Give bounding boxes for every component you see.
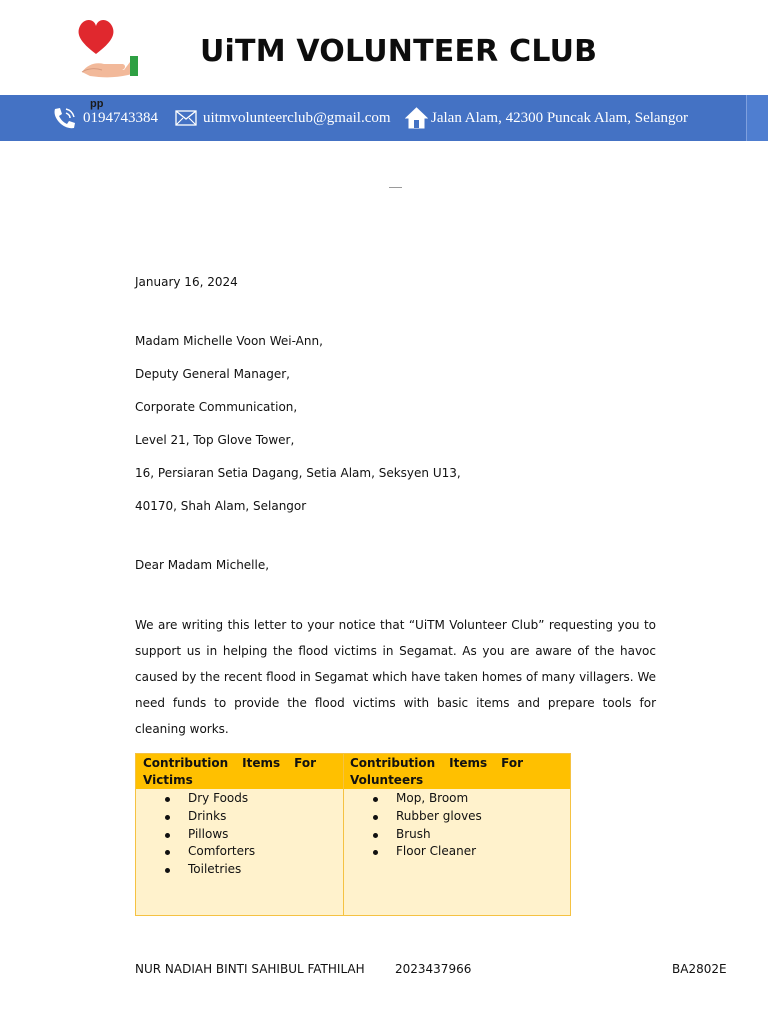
victims-item-list (165, 790, 255, 879)
student-id: 2023437966 (395, 962, 472, 976)
header-word: Contribution (350, 756, 436, 770)
salutation: Dear Madam Michelle, (135, 558, 270, 572)
list-item: Pillows (165, 826, 255, 844)
bullet-icon (373, 815, 378, 820)
header-word: Contribution (143, 756, 229, 770)
header-word: Items (242, 756, 281, 770)
student-name: NUR NADIAH BINTI SAHIBUL FATHILAH (135, 962, 365, 976)
bullet-icon (165, 868, 170, 873)
contribution-table (135, 753, 571, 916)
bullet-icon (165, 833, 170, 838)
address-contact (405, 95, 688, 141)
bullet-icon (373, 797, 378, 802)
bullet-icon (373, 833, 378, 838)
header-word: For (294, 756, 316, 770)
recipient-line: 40170, Shah Alam, Selangor (135, 499, 307, 513)
email-address: uitmvolunteerclub@gmail.com (203, 109, 391, 126)
header-word: Victims (143, 773, 193, 787)
list-item: Floor Cleaner (373, 843, 482, 861)
bar-edge (746, 95, 768, 141)
recipient-line: Madam Michelle Voon Wei-Ann, (135, 334, 323, 348)
contact-bar (0, 95, 768, 141)
letter-body: We are writing this letter to your notice that “UiTM Volunteer Club” requesting you to support us in helping the flood victims in Segamat. As you are aware of the havoc caused by the recent flood in Segamat which have taken homes of many villagers. We need funds to provide the flood victims with basic items and prepare tools for cleaning works. (135, 618, 656, 736)
heart-hand-icon (74, 12, 146, 82)
column-divider (343, 754, 344, 915)
house-icon (405, 107, 428, 129)
recipient-line: 16, Persiaran Setia Dagang, Setia Alam, Seksyen U13, (135, 466, 461, 480)
phone-contact (50, 95, 158, 141)
street-address: Jalan Alam, 42300 Puncak Alam, Selangor (431, 109, 689, 126)
list-item: Rubber gloves (373, 808, 482, 826)
list-item: Dry Foods (165, 790, 255, 808)
email-contact (175, 95, 391, 141)
list-item: Toiletries (165, 861, 255, 879)
recipient-line: Level 21, Top Glove Tower, (135, 433, 295, 447)
letterhead (0, 0, 768, 96)
header-word: Items (449, 756, 488, 770)
phone-number: 0194743384 (83, 109, 158, 126)
volunteers-item-list (373, 790, 482, 861)
bullet-icon (165, 815, 170, 820)
pp-mark: pp (90, 98, 104, 110)
program-code: BA2802E (672, 962, 727, 976)
list-item: Comforters (165, 843, 255, 861)
phone-icon (50, 105, 77, 132)
list-item: Mop, Broom (373, 790, 482, 808)
header-word: Volunteers (350, 773, 424, 787)
list-item: Brush (373, 826, 482, 844)
list-item: Drinks (165, 808, 255, 826)
bullet-icon (165, 797, 170, 802)
letter-date: January 16, 2024 (135, 275, 238, 289)
club-title: UiTM VOLUNTEER CLUB (200, 34, 598, 69)
bullet-icon (165, 850, 170, 855)
recipient-line: Corporate Communication, (135, 400, 298, 414)
bullet-icon (373, 850, 378, 855)
divider (389, 187, 402, 188)
recipient-line: Deputy General Manager, (135, 367, 290, 381)
header-word: For (501, 756, 523, 770)
envelope-icon (175, 110, 197, 126)
